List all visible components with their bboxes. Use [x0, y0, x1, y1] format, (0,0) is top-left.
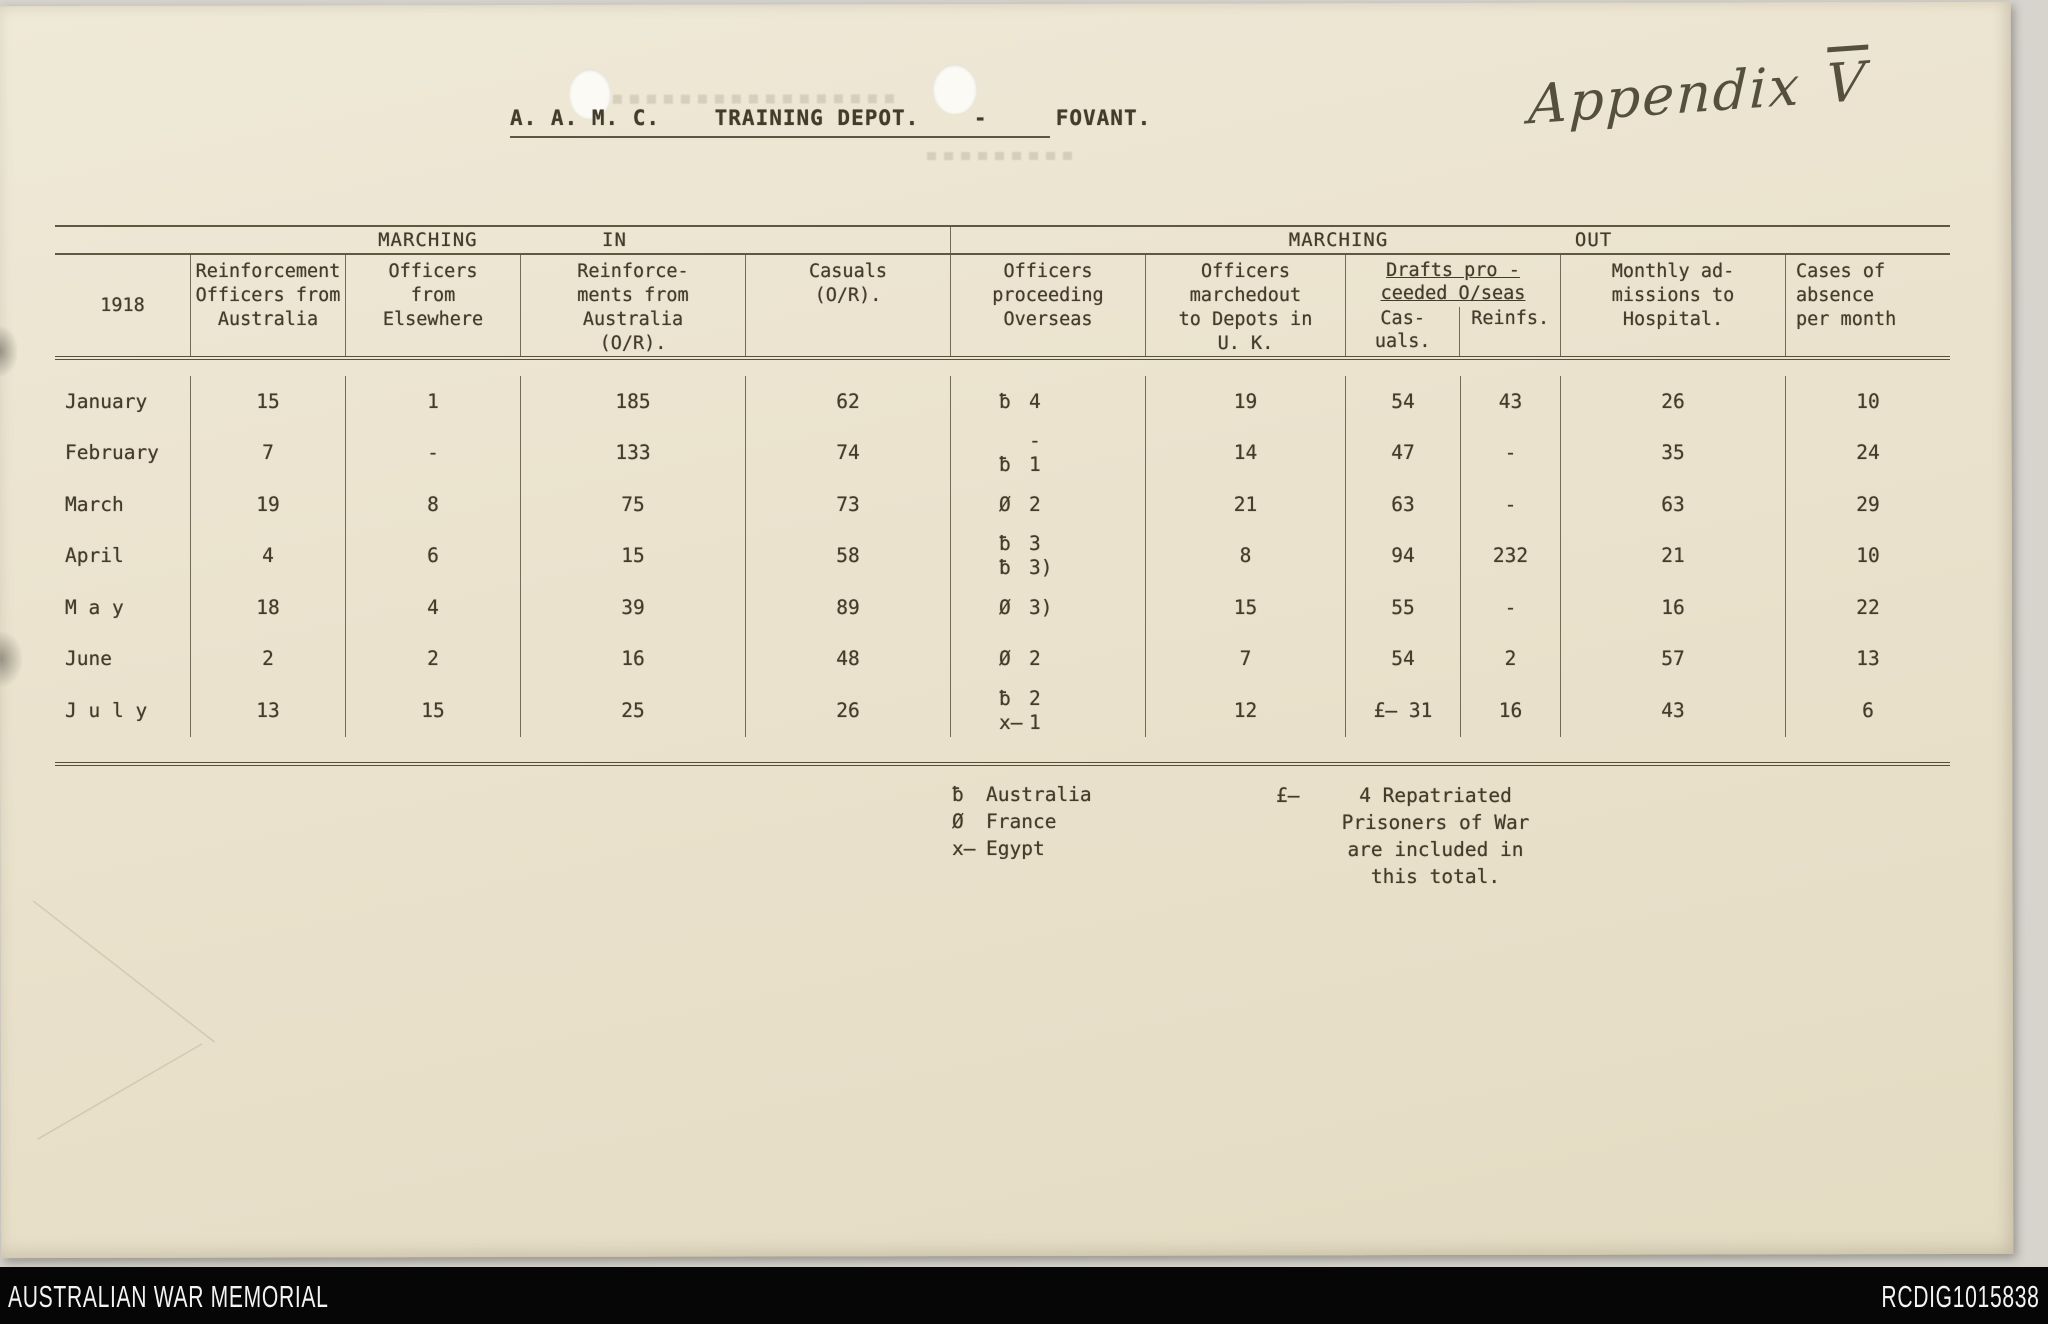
cell-officers-marched-out: 21: [1145, 479, 1345, 531]
cell-hospital-admissions: 63: [1560, 479, 1785, 531]
cell-drafts-reinfs: -: [1460, 428, 1560, 480]
legend-label: Australia: [986, 783, 1092, 806]
overseas-count: 3): [1029, 556, 1053, 580]
column-header-year: 1918: [100, 294, 145, 316]
drafts-group-label-2: ceeded O/seas: [1380, 283, 1526, 304]
page-title: A. A. M. C. TRAINING DEPOT. - FOVANT.: [510, 106, 1050, 138]
table-body: [55, 360, 1950, 766]
cell-absence-cases: 29: [1785, 479, 1950, 531]
cell-officers-elsewhere: -: [345, 428, 520, 480]
overseas-count: 1: [1029, 453, 1041, 477]
overseas-count: 2: [1029, 492, 1041, 516]
overseas-count: 2: [1029, 647, 1041, 671]
cell-reinforcements-or: 15: [520, 531, 745, 583]
cell-month: March: [65, 492, 124, 516]
cell-reinforcements-or: 39: [520, 582, 745, 634]
cell-drafts-casuals: 94: [1345, 531, 1460, 583]
cell-officers-marched-out: 14: [1145, 428, 1345, 480]
appendix-numeral: $\overline{V}$: [1825, 49, 1869, 116]
cell-drafts-casuals: 63: [1345, 479, 1460, 531]
cell-drafts-reinfs: -: [1460, 582, 1560, 634]
subcolumn-header-casuals: Cas- uals.: [1374, 308, 1431, 352]
archive-footer-bar: [0, 1267, 2048, 1324]
legend-item-australia: [952, 781, 1092, 808]
symbol-legend: [952, 781, 1092, 862]
overseas-count: 1: [1029, 710, 1041, 734]
column-header-reinforcement-officers: Reinforcement Officers from Australia: [190, 255, 345, 356]
cell-hospital-admissions: 57: [1560, 634, 1785, 686]
overseas-destination-symbol: ƀ: [999, 532, 1011, 556]
cell-officers-overseas: [950, 634, 1145, 686]
overseas-destination-symbol: ƀ: [999, 686, 1011, 710]
cell-month: J u l y: [65, 698, 148, 722]
cell-reinf-officers: 13: [190, 685, 345, 737]
cell-absence-cases: 6: [1785, 685, 1950, 737]
table-header-row: [55, 255, 1950, 360]
column-header-officers-elsewhere: Officers from Elsewhere: [345, 255, 520, 356]
cell-reinf-officers: 15: [190, 376, 345, 428]
record-id: RCDIG1015838: [1881, 1279, 2040, 1314]
repatriated-footnote: [1276, 782, 1553, 890]
cell-drafts-casuals: £̶ 31: [1345, 685, 1460, 737]
cell-month: January: [65, 389, 148, 413]
cell-drafts-reinfs: 2: [1460, 634, 1560, 686]
cell-officers-overseas: [950, 428, 1145, 480]
paper-crease: [32, 900, 215, 1043]
cell-absence-cases: 24: [1785, 428, 1950, 480]
cell-officers-marched-out: 15: [1145, 582, 1345, 634]
overseas-destination-symbol: Ø: [999, 647, 1011, 671]
column-header-drafts-group: [1345, 255, 1560, 356]
overseas-count: 4: [1029, 389, 1041, 413]
australia-symbol: ƀ: [952, 783, 964, 806]
column-header-casuals-or: Casuals (O/R).: [745, 255, 950, 356]
cell-month: April: [65, 544, 124, 568]
archive-name: AUSTRALIAN WAR MEMORIAL: [8, 1279, 329, 1314]
repatriated-symbol: £̶: [1276, 784, 1300, 807]
data-table: [55, 225, 1950, 766]
legend-item-france: [952, 808, 1092, 835]
cell-drafts-reinfs: 43: [1460, 376, 1560, 428]
cell-hospital-admissions: 21: [1560, 531, 1785, 583]
cell-drafts-casuals: 55: [1345, 582, 1460, 634]
cell-officers-elsewhere: 8: [345, 479, 520, 531]
legend-item-egypt: [952, 835, 1092, 862]
cell-reinforcements-or: 75: [520, 479, 745, 531]
overseas-count: 2: [1029, 686, 1041, 710]
overseas-destination-symbol: Ø: [999, 492, 1011, 516]
band-marching-out: MARCHING OUT: [950, 227, 1950, 253]
overseas-destination-symbol: ƀ: [999, 389, 1011, 413]
cell-casuals-or: 74: [745, 428, 950, 480]
cell-officers-overseas: [950, 479, 1145, 531]
cell-reinforcements-or: 25: [520, 685, 745, 737]
cell-casuals-or: 89: [745, 582, 950, 634]
overseas-count: -: [1029, 429, 1041, 453]
cell-officers-elsewhere: 1: [345, 376, 520, 428]
cell-drafts-reinfs: -: [1460, 479, 1560, 531]
ink-smudge: [0, 632, 22, 686]
legend-label: France: [986, 810, 1057, 833]
cell-absence-cases: 13: [1785, 634, 1950, 686]
cell-officers-marched-out: 19: [1145, 376, 1345, 428]
column-header-reinforcements-or: Reinforce- ments from Australia (O/R).: [520, 255, 745, 356]
bleedthrough-marks: [613, 94, 899, 104]
table-section-band: [55, 225, 1950, 255]
cell-reinf-officers: 2: [190, 634, 345, 686]
cell-casuals-or: 73: [745, 479, 950, 531]
drafts-group-label-1: Drafts pro -: [1386, 260, 1520, 281]
cell-officers-elsewhere: 6: [345, 531, 520, 583]
cell-month: February: [65, 441, 159, 465]
cell-officers-marched-out: 12: [1145, 685, 1345, 737]
cell-drafts-casuals: 54: [1345, 376, 1460, 428]
cell-reinforcements-or: 133: [520, 428, 745, 480]
cell-reinforcements-or: 16: [520, 634, 745, 686]
overseas-destination-symbol: [999, 429, 1029, 453]
cell-hospital-admissions: 16: [1560, 582, 1785, 634]
cell-absence-cases: 10: [1785, 376, 1950, 428]
cell-officers-overseas: [950, 685, 1145, 737]
overseas-destination-symbol: x̶: [999, 710, 1023, 734]
overseas-destination-symbol: ƀ: [999, 556, 1011, 580]
cell-hospital-admissions: 35: [1560, 428, 1785, 480]
cell-hospital-admissions: 26: [1560, 376, 1785, 428]
subcolumn-header-reinfs: Reinfs.: [1459, 307, 1560, 356]
cell-reinf-officers: 18: [190, 582, 345, 634]
cell-absence-cases: 10: [1785, 531, 1950, 583]
column-header-hospital-admissions: Monthly ad- missions to Hospital.: [1560, 255, 1785, 356]
cell-officers-overseas: [950, 582, 1145, 634]
appendix-word: Appendix: [1527, 54, 1803, 137]
cell-absence-cases: 22: [1785, 582, 1950, 634]
overseas-count: 3): [1029, 595, 1053, 619]
bleedthrough-marks: [927, 152, 1077, 160]
cell-drafts-casuals: 47: [1345, 428, 1460, 480]
column-header-officers-marched-out: Officers marchedout to Depots in U. K.: [1145, 255, 1345, 356]
cell-reinf-officers: 19: [190, 479, 345, 531]
footnote-text: 4 Repatriated Prisoners of War are included in this total.: [1341, 784, 1530, 888]
cell-hospital-admissions: 43: [1560, 685, 1785, 737]
overseas-destination-symbol: Ø: [999, 595, 1011, 619]
cell-drafts-casuals: 54: [1345, 634, 1460, 686]
cell-officers-overseas: [950, 376, 1145, 428]
cell-month: June: [65, 647, 112, 671]
cell-officers-marched-out: 8: [1145, 531, 1345, 583]
column-header-absence-cases: Cases of absence per month: [1785, 255, 1950, 356]
cell-casuals-or: 48: [745, 634, 950, 686]
cell-drafts-reinfs: 16: [1460, 685, 1560, 737]
cell-reinf-officers: 7: [190, 428, 345, 480]
ink-smudge: [0, 326, 17, 376]
cell-officers-marched-out: 7: [1145, 634, 1345, 686]
cell-month: M a y: [65, 595, 124, 619]
overseas-destination-symbol: ƀ: [999, 453, 1011, 477]
paper-crease: [37, 1043, 202, 1140]
cell-casuals-or: 26: [745, 685, 950, 737]
overseas-count: 3: [1029, 532, 1041, 556]
cell-officers-overseas: [950, 531, 1145, 583]
egypt-symbol: x̶: [952, 837, 976, 860]
cell-reinf-officers: 4: [190, 531, 345, 583]
cell-officers-elsewhere: 15: [345, 685, 520, 737]
legend-label: Egypt: [986, 837, 1045, 860]
column-header-officers-overseas: Officers proceeding Overseas: [950, 255, 1145, 356]
france-symbol: Ø: [952, 810, 964, 833]
cell-officers-elsewhere: 2: [345, 634, 520, 686]
band-marching-in: MARCHING IN: [378, 229, 627, 251]
cell-casuals-or: 62: [745, 376, 950, 428]
cell-drafts-reinfs: 232: [1460, 531, 1560, 583]
cell-casuals-or: 58: [745, 531, 950, 583]
cell-officers-elsewhere: 4: [345, 582, 520, 634]
cell-reinforcements-or: 185: [520, 376, 745, 428]
